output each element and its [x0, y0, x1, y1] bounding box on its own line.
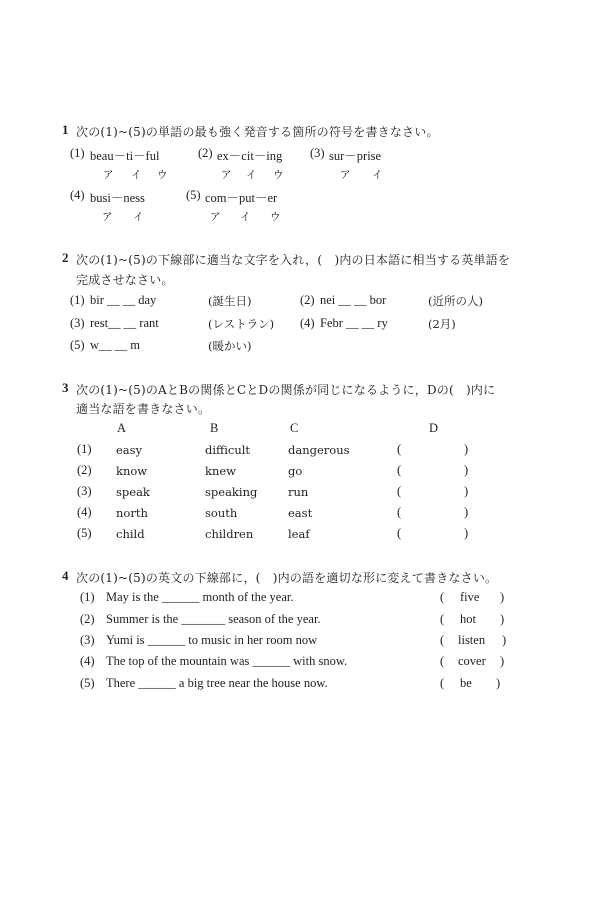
syllable-mark: ウ [273, 169, 284, 181]
syllable-mark: ア [221, 169, 232, 181]
item-sentence: The top of the mountain was ______ with snow. [106, 654, 348, 668]
answer-paren-close: ) [464, 442, 469, 456]
item-label: (2) [300, 293, 315, 307]
item-label: (3) [80, 633, 95, 647]
syllable-mark: ア [210, 211, 221, 223]
cell-b: difficult [205, 443, 251, 457]
syllable-mark: ア [103, 169, 114, 181]
hint-paren-open: ( [440, 676, 445, 690]
cell-c: go [288, 464, 303, 478]
question-instruction-cont: 完成させなさい。 [76, 273, 174, 287]
row-label: (3) [77, 484, 92, 498]
answer-paren-close: ) [464, 526, 469, 540]
cell-c: leaf [288, 527, 310, 541]
cell-a: north [116, 506, 148, 520]
syllable-mark: ウ [270, 211, 281, 223]
syllable-mark: イ [246, 169, 257, 181]
answer-paren-close: ) [464, 463, 469, 477]
answer-paren-open: ( [397, 463, 402, 477]
item-label: (4) [70, 188, 85, 202]
item-label: (5) [186, 188, 201, 202]
syllable-mark: イ [133, 211, 144, 223]
item-word: rest__ __ rant [90, 316, 159, 330]
item-label: (3) [310, 146, 325, 160]
cell-c: east [288, 506, 313, 520]
item-word: Febr __ __ ry [320, 316, 388, 330]
syllable-mark: イ [240, 211, 251, 223]
item-sentence: May is the ______ month of the year. [106, 590, 294, 604]
question-number: 1 [62, 122, 69, 137]
column-header-c: C [290, 421, 299, 435]
hint-paren-close: ) [496, 676, 501, 690]
answer-paren-open: ( [397, 505, 402, 519]
row-label: (2) [77, 463, 92, 477]
item-label: (3) [70, 316, 85, 330]
item-sentence: Summer is the _______ season of the year. [106, 612, 321, 626]
item-label: (1) [70, 293, 85, 307]
column-header-b: B [210, 421, 219, 435]
hint-paren-close: ) [500, 590, 505, 604]
item-word: nei __ __ bor [320, 293, 387, 307]
cell-b: children [205, 527, 254, 541]
question-number: 4 [62, 568, 69, 583]
item-word: beau－ti－ful [90, 149, 160, 163]
answer-paren-open: ( [397, 442, 402, 456]
cell-a: child [116, 527, 145, 541]
answer-paren-close: ) [464, 484, 469, 498]
item-word: w__ __ m [90, 338, 140, 352]
item-japanese-hint: (近所の人) [428, 294, 483, 308]
hint-word: listen [458, 633, 486, 647]
cell-c: run [288, 485, 309, 499]
item-word: com－put－er [205, 191, 278, 205]
column-header-a: A [117, 421, 127, 435]
item-word: ex－cit－ing [217, 149, 283, 163]
item-label: (4) [300, 316, 315, 330]
question-instruction: 次の(1)~(5)のAとBの関係とCとDの関係が同じになるように，Dの( )内に [76, 383, 496, 397]
row-label: (1) [77, 442, 92, 456]
hint-word: five [460, 590, 480, 604]
hint-paren-open: ( [440, 612, 445, 626]
syllable-mark: イ [131, 169, 142, 181]
item-label: (4) [80, 654, 95, 668]
hint-paren-open: ( [440, 633, 445, 647]
cell-b: south [205, 506, 238, 520]
hint-word: hot [460, 612, 476, 626]
question-instruction-cont: 適当な語を書きなさい。 [76, 402, 211, 416]
syllable-mark: ア [340, 169, 351, 181]
cell-a: speak [116, 485, 150, 499]
column-header-d: D [429, 421, 439, 435]
cell-c: dangerous [288, 443, 350, 457]
item-label: (1) [70, 146, 85, 160]
syllable-mark: イ [372, 169, 383, 181]
question-number: 3 [62, 380, 69, 395]
cell-a: know [116, 464, 148, 478]
item-label: (2) [80, 612, 95, 626]
cell-b: speaking [205, 485, 258, 499]
item-word: bir __ __ day [90, 293, 157, 307]
answer-paren-close: ) [464, 505, 469, 519]
row-label: (5) [77, 526, 92, 540]
syllable-mark: ア [102, 211, 113, 223]
hint-paren-close: ) [500, 654, 505, 668]
item-sentence: There ______ a big tree near the house now. [106, 676, 328, 690]
item-japanese-hint: (レストラン) [208, 317, 275, 331]
item-word: sur－prise [329, 149, 382, 163]
item-word: busi－ness [90, 191, 145, 205]
hint-paren-open: ( [440, 590, 445, 604]
question-instruction: 次の(1)~(5)の下線部に適当な文字を入れ，( )内の日本語に相当する英単語を [76, 253, 511, 267]
answer-paren-open: ( [397, 526, 402, 540]
hint-paren-open: ( [440, 654, 445, 668]
item-japanese-hint: (暖かい) [208, 339, 252, 353]
row-label: (4) [77, 505, 92, 519]
syllable-mark: ウ [157, 169, 168, 181]
item-label: (5) [70, 338, 85, 352]
question-instruction: 次の(1)~(5)の単語の最も強く発音する箇所の符号を書きなさい。 [76, 125, 439, 139]
item-sentence: Yumi is ______ to music in her room now [106, 633, 318, 647]
question-number: 2 [62, 250, 69, 265]
hint-word: be [460, 676, 472, 690]
hint-paren-close: ) [500, 612, 505, 626]
item-japanese-hint: (誕生日) [208, 294, 252, 308]
hint-paren-close: ) [502, 633, 507, 647]
hint-word: cover [458, 654, 486, 668]
item-label: (1) [80, 590, 95, 604]
item-label: (5) [80, 676, 95, 690]
item-japanese-hint: (2月) [428, 317, 456, 331]
cell-b: knew [205, 464, 237, 478]
cell-a: easy [116, 443, 143, 457]
answer-paren-open: ( [397, 484, 402, 498]
item-label: (2) [198, 146, 213, 160]
question-instruction: 次の(1)~(5)の英文の下線部に，( )内の語を適切な形に変えて書きなさい。 [76, 571, 498, 585]
